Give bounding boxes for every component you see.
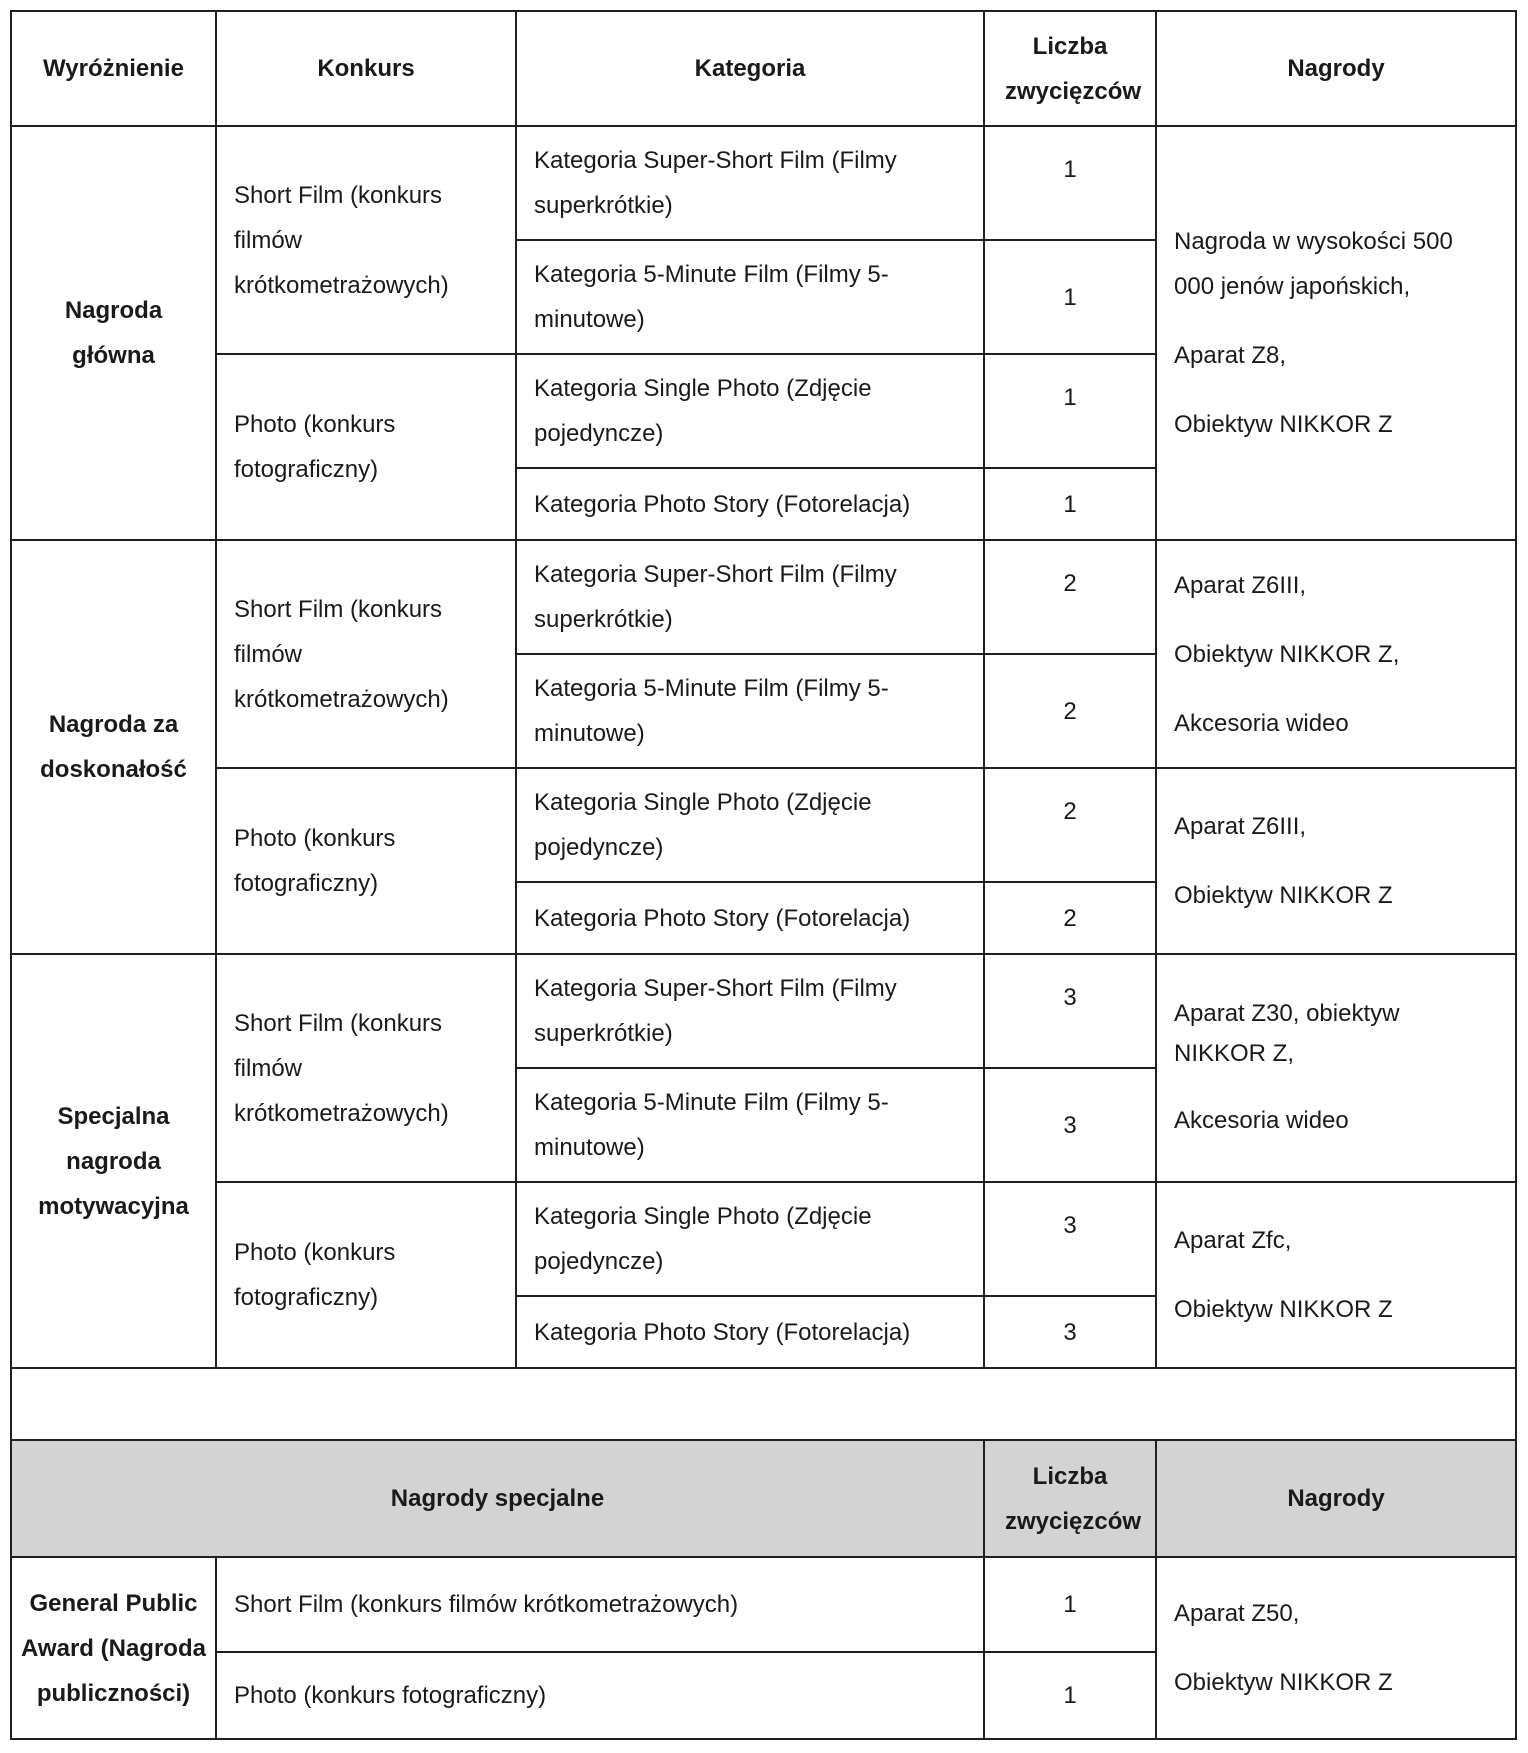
spacer-row: [11, 1368, 1516, 1440]
prize-line: Aparat Z50,: [1174, 1600, 1300, 1627]
header-category: Kategoria: [516, 11, 984, 126]
prize-line: Aparat Z6III,: [1174, 813, 1307, 840]
contest-cell: Short Film (konkurs filmów krótkometrażowych): [216, 126, 516, 354]
category-cell: Kategoria Super-Short Film (Filmy superkrótkie): [516, 954, 984, 1068]
prize-line: Obiektyw NIKKOR Z: [1174, 411, 1393, 438]
table-row: [11, 540, 1516, 654]
table-row: [11, 1557, 1516, 1652]
category-cell: Kategoria Single Photo (Zdjęcie pojedyncze): [516, 768, 984, 882]
special-header-prizes: Nagrody: [1156, 1440, 1516, 1557]
prize-line: Obiektyw NIKKOR Z: [1174, 882, 1393, 909]
header-distinction: Wyróżnienie: [11, 11, 216, 126]
contest-cell: Photo (konkurs fotograficzny): [216, 1652, 984, 1739]
prize-line: Aparat Z30, obiektyw NIKKOR Z,: [1174, 999, 1400, 1067]
category-cell: Kategoria 5-Minute Film (Filmy 5-minutowe): [516, 1068, 984, 1182]
category-cell: Kategoria 5-Minute Film (Filmy 5-minutowe): [516, 654, 984, 768]
category-cell: Kategoria Super-Short Film (Filmy superkrótkie): [516, 126, 984, 240]
prize-line: Nagroda w wysokości 500 000 jenów japońskich,: [1174, 228, 1453, 300]
winners-cell: 2: [984, 654, 1156, 768]
winners-cell: 2: [984, 540, 1156, 654]
contest-cell: Photo (konkurs fotograficzny): [216, 1182, 516, 1368]
winners-cell: 3: [984, 1068, 1156, 1182]
awards-table: [10, 10, 1517, 1740]
distinction-general-public: General Public Award (Nagroda publiczności): [11, 1557, 216, 1739]
contest-cell: Short Film (konkurs filmów krótkometrażowych): [216, 954, 516, 1182]
category-cell: Kategoria Single Photo (Zdjęcie pojedyncze): [516, 1182, 984, 1296]
prizes-cell: [1156, 126, 1516, 540]
header-row: [11, 11, 1516, 126]
header-prizes: Nagrody: [1156, 11, 1516, 126]
contest-cell: Photo (konkurs fotograficzny): [216, 768, 516, 954]
category-cell: Kategoria Photo Story (Fotorelacja): [516, 468, 984, 540]
distinction-excellence: Nagroda za doskonałość: [11, 540, 216, 954]
header-contest: Konkurs: [216, 11, 516, 126]
winners-cell: 1: [984, 1557, 1156, 1652]
header-winners: [984, 11, 1156, 126]
contest-cell: Short Film (konkurs filmów krótkometrażowych): [216, 1557, 984, 1652]
winners-cell: 3: [984, 1296, 1156, 1368]
table-row: [11, 768, 1516, 882]
table-row: [11, 1182, 1516, 1296]
prize-line: Akcesoria wideo: [1174, 709, 1349, 737]
prize-line: Akcesoria wideo: [1174, 1106, 1349, 1134]
category-cell: Kategoria Super-Short Film (Filmy superkrótkie): [516, 540, 984, 654]
table-row: [11, 954, 1516, 1068]
winners-cell: 1: [984, 468, 1156, 540]
winners-cell: 3: [984, 954, 1156, 1068]
prizes-cell: [1156, 540, 1516, 768]
prizes-cell: [1156, 1557, 1516, 1739]
winners-cell: 1: [984, 126, 1156, 240]
prize-line: Obiektyw NIKKOR Z,: [1174, 640, 1400, 668]
prizes-cell: [1156, 1182, 1516, 1368]
distinction-motivational: Specjalna nagroda motywacyjna: [11, 954, 216, 1368]
special-header-row: [11, 1440, 1516, 1557]
prize-line: Obiektyw NIKKOR Z: [1174, 1296, 1393, 1323]
contest-cell: Photo (konkurs fotograficzny): [216, 354, 516, 540]
category-cell: Kategoria Single Photo (Zdjęcie pojedyncze): [516, 354, 984, 468]
winners-cell: 2: [984, 882, 1156, 954]
distinction-main: Nagroda główna: [11, 126, 216, 540]
spacer-cell: [11, 1368, 1516, 1440]
winners-cell: 1: [984, 1652, 1156, 1739]
category-cell: Kategoria Photo Story (Fotorelacja): [516, 882, 984, 954]
winners-cell: 1: [984, 240, 1156, 354]
contest-cell: Short Film (konkurs filmów krótkometrażowych): [216, 540, 516, 768]
prize-line: Obiektyw NIKKOR Z: [1174, 1669, 1393, 1696]
table-row: [11, 126, 1516, 240]
special-header-winners: [984, 1440, 1156, 1557]
special-header-winners-text: Liczba zwycięzców: [1005, 1462, 1142, 1535]
winners-cell: 1: [984, 354, 1156, 468]
category-cell: Kategoria Photo Story (Fotorelacja): [516, 1296, 984, 1368]
prizes-cell: [1156, 954, 1516, 1182]
special-header-title: Nagrody specjalne: [11, 1440, 984, 1557]
prize-line: Aparat Z8,: [1174, 342, 1287, 369]
prize-line: Aparat Zfc,: [1174, 1227, 1292, 1254]
prize-line: Aparat Z6III,: [1174, 571, 1307, 599]
prizes-cell: [1156, 768, 1516, 954]
winners-cell: 2: [984, 768, 1156, 882]
header-winners-text: Liczba zwycięzców: [1005, 32, 1142, 105]
winners-cell: 3: [984, 1182, 1156, 1296]
category-cell: Kategoria 5-Minute Film (Filmy 5-minutowe): [516, 240, 984, 354]
